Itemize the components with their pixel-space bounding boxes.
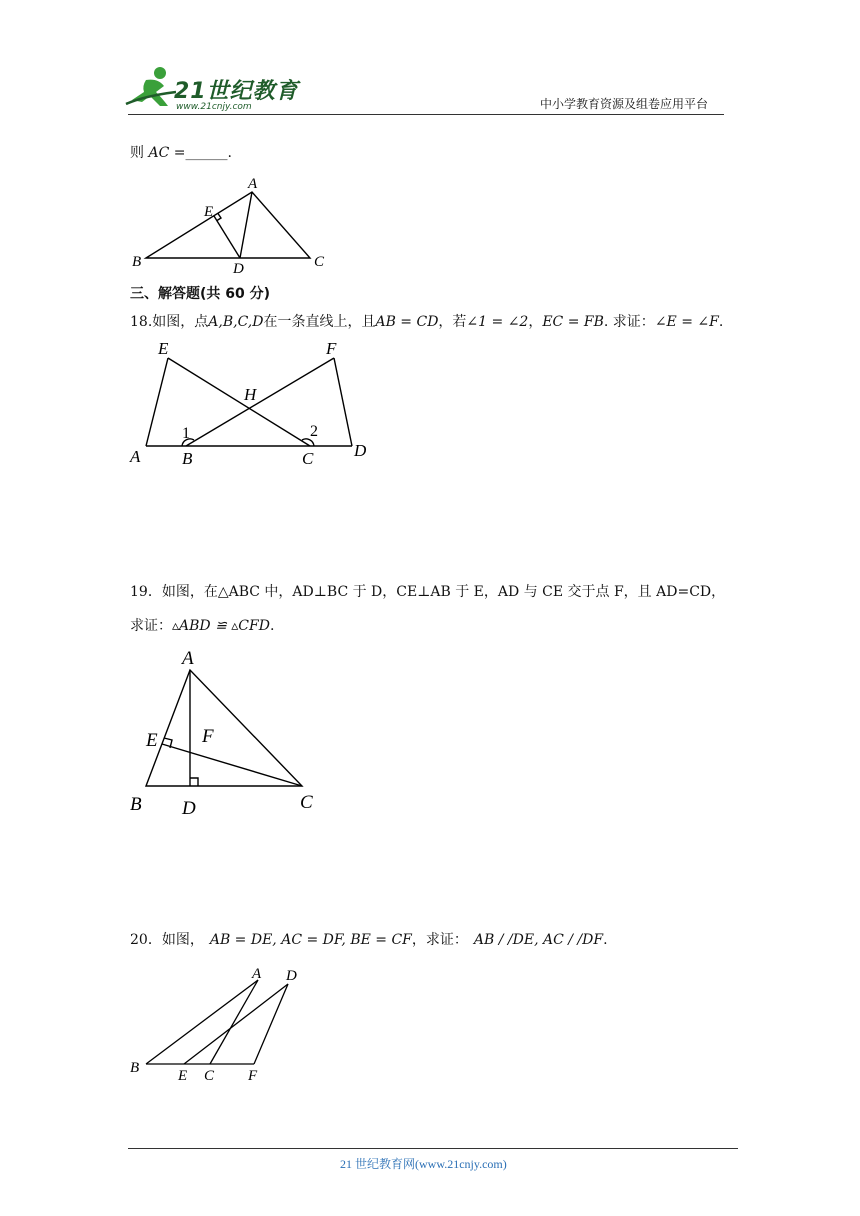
q20-text: 20．如图， AB = DE, AC = DF, BE = CF，求证： AB / /DE, AC / /DF.	[130, 932, 608, 948]
q18-label-d: D	[354, 441, 367, 460]
q17-label-a: A	[248, 176, 258, 192]
q17-right-angle-mark	[217, 214, 221, 221]
q20-label-e: E	[178, 1068, 188, 1082]
q18-text: 18.如图，点A,B,C,D在一条直线上，且AB = CD，若∠1 = ∠2，EC = FB. 求证：∠E = ∠F.	[130, 314, 724, 330]
q18-segment-fd	[334, 358, 352, 446]
q19-text-line2: 求证：▵ABD ≌ ▵CFD.	[130, 618, 275, 634]
q18-label-f: F	[326, 339, 337, 358]
q18-label-h: H	[244, 385, 257, 404]
q20-segment-ba	[146, 980, 258, 1064]
footer-link[interactable]: 21 世纪教育网(www.21cnjy.com)	[340, 1157, 507, 1171]
q19-label-e: E	[146, 730, 158, 751]
q18-label-c: C	[302, 449, 314, 466]
q18-label-e: E	[158, 339, 169, 358]
q19-label-d: D	[182, 798, 196, 819]
q20-figure	[126, 962, 326, 1082]
q20-label-a: A	[252, 966, 262, 982]
q18-segment-ae	[146, 358, 168, 446]
logo-runner-icon	[124, 66, 178, 110]
q20-label-d: D	[286, 968, 297, 984]
q18-label-2: 2	[310, 423, 318, 440]
q18-label-1: 1	[182, 425, 190, 442]
q20-label-c: C	[204, 1068, 215, 1082]
q17-triangle	[146, 192, 310, 258]
logo-url-text: www.21cnjy.com	[176, 102, 252, 112]
q19-label-b: B	[130, 794, 142, 815]
answer-blank: ______	[185, 145, 228, 161]
q19-label-c: C	[300, 792, 313, 813]
header-right-text: 中小学教育资源及组卷应用平台	[540, 97, 709, 111]
q19-text-line1: 19．如图，在△ABC 中，AD⊥BC 于 D，CE⊥AB 于 E，AD 与 CE 交于点 F，且 AD=CD，	[130, 584, 726, 600]
header-logo	[124, 66, 304, 114]
q20-label-b: B	[130, 1060, 140, 1076]
footer-divider	[128, 1148, 738, 1149]
q20-segment-df	[254, 984, 288, 1064]
q17-segment-ed	[214, 216, 240, 258]
q18-label-b: B	[182, 449, 193, 466]
q17-answer-line: 则 AC =______.	[130, 145, 232, 161]
q19-figure	[126, 644, 326, 824]
q17-figure	[128, 174, 348, 274]
q19-right-angle-d	[190, 778, 198, 786]
q18-label-a: A	[130, 447, 141, 466]
q19-triangle	[146, 670, 302, 786]
q20-segment-ac	[210, 980, 258, 1064]
q17-label-e: E	[204, 204, 214, 220]
q17-label-b: B	[132, 254, 142, 270]
q19-label-a: A	[182, 648, 194, 669]
q19-label-f: F	[202, 726, 214, 747]
header-divider	[128, 114, 724, 115]
q20-label-f: F	[248, 1068, 258, 1082]
section-title: 三、解答题(共 60 分)	[130, 286, 271, 302]
logo-main-text: 21世纪教育	[174, 79, 299, 104]
q17-label-d: D	[233, 261, 244, 274]
q18-figure	[128, 336, 378, 466]
q17-label-c: C	[314, 254, 325, 270]
q17-segment-ad	[240, 192, 252, 258]
